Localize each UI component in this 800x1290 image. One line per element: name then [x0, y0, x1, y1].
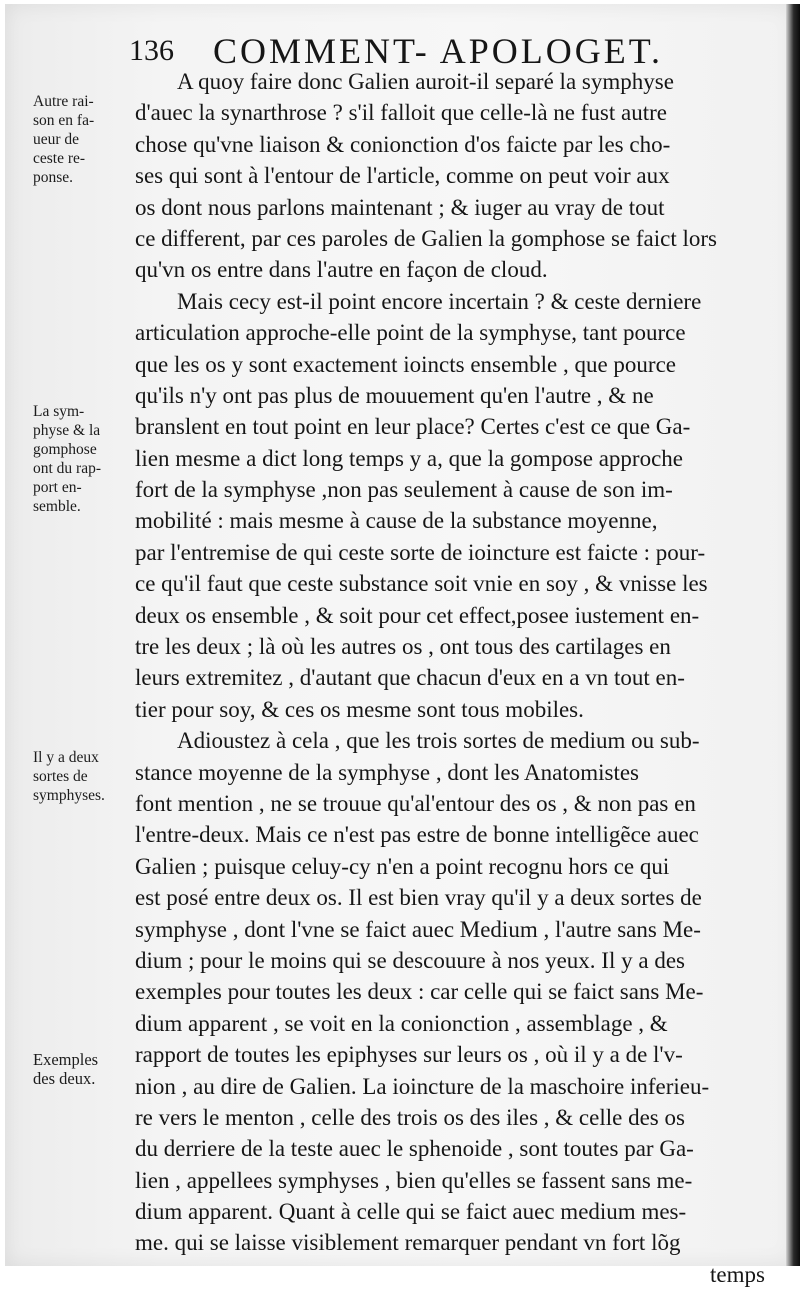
text-line: exemples pour toutes les deux : car celle qui se faict sans Me-	[135, 979, 704, 1005]
text-line: os dont nous parlons maintenant ; & iuger au vray de tout	[135, 194, 665, 220]
catchword: temps	[710, 1261, 765, 1287]
text-line: symphyse , dont l'vne se faict auec Medium , l'autre sans Me-	[135, 916, 701, 942]
text-line: mobilité : mais mesme à cause de la substance moyenne,	[135, 508, 658, 534]
text-line: est posé entre deux os. Il est bien vray qu'il y a deux sortes de	[135, 885, 702, 911]
margin-note-line: La sym-	[33, 403, 85, 420]
margin-note-line: symphyses.	[33, 787, 105, 804]
text-line: re vers le menton , celle des trois os des iles , & celle des os	[135, 1104, 685, 1130]
text-line: lien , appellees symphyses , bien qu'elles se fassent sans me-	[135, 1167, 693, 1193]
margin-note-line: Il y a deux	[33, 749, 99, 766]
text-line: font mention , ne se trouue qu'al'entour des os , & non pas en	[135, 790, 696, 816]
margin-note-line: ponse.	[33, 169, 74, 186]
margin-note-line: gomphose	[33, 441, 97, 458]
text-line: deux os ensemble , & soit pour cet effect,posee iustement en-	[135, 602, 700, 628]
text-line: tier pour soy, & ces os mesme sont tous mobiles.	[135, 696, 584, 722]
text-line: d'auec la synarthrose ? s'il falloit que celle-là ne fust autre	[135, 100, 667, 126]
margin-note-symphyse-gomphose	[33, 402, 101, 516]
text-line: qu'ils n'y ont pas plus de mouuement qu'en l'autre , & ne	[135, 382, 654, 408]
text-line: branslent en tout point en leur place? Certes c'est ce que Ga-	[135, 414, 691, 440]
running-title: COMMENT- APOLOGET.	[213, 31, 664, 71]
margin-note-exemples	[33, 1050, 98, 1088]
text-line: lien mesme a dict long temps y a, que la gompose approche	[135, 445, 684, 471]
margin-note-autre-raison	[33, 92, 94, 187]
page-gutter-shadow	[786, 4, 800, 1266]
text-line: rapport de toutes les epiphyses sur leurs os , où il y a de l'v-	[135, 1042, 683, 1068]
page-number: 136	[129, 34, 174, 67]
text-line: nion , au dire de Galien. La ioincture de la maschoire inferieu-	[135, 1073, 710, 1099]
text-line: que les os y sont exactement ioincts ensemble , que pource	[135, 351, 676, 377]
text-line: l'entre-deux. Mais ce n'est pas estre de bonne intelligẽce auec	[135, 822, 699, 848]
text-line: ses qui sont à l'entour de l'article, comme on peut voir aux	[135, 163, 670, 189]
text-line: stance moyenne de la symphyse , dont les Anatomistes	[135, 759, 639, 785]
text-line: tre les deux ; là où les autres os , ont tous des cartilages en	[135, 634, 671, 660]
text-line: dium apparent , se voit en la conionction , assemblage , &	[135, 1010, 668, 1036]
text-line: chose qu'vne liaison & conionction d'os faicte par les cho-	[135, 131, 671, 157]
text-line: A quoy faire donc Galien auroit-il separé la symphyse	[177, 69, 674, 94]
text-line: Adioustez à cela , que les trois sortes de medium ou sub-	[177, 728, 700, 754]
margin-note-line: des deux.	[33, 1069, 96, 1088]
text-line: dium apparent. Quant à celle qui se faict auec medium mes-	[135, 1199, 687, 1225]
text-line: Mais cecy est-il point encore incertain ? & ceste derniere	[177, 288, 702, 314]
margin-note-line: son en fa-	[33, 112, 95, 129]
margin-note-line: Exemples	[33, 1050, 99, 1069]
text-line: du derriere de la teste auec le sphenoide , sont toutes par Ga-	[135, 1136, 694, 1162]
text-line: ce qu'il faut que ceste substance soit vnie en soy , & vnisse les	[135, 571, 708, 597]
margin-note-line: ceste re-	[33, 150, 86, 167]
text-line: fort de la symphyse ,non pas seulement à cause de son im-	[135, 477, 673, 503]
text-line: leurs extremitez , d'autant que chacun d'eux en a vn tout en-	[135, 665, 685, 691]
text-line: par l'entremise de qui ceste sorte de ioincture est faicte : pour-	[135, 539, 706, 565]
text-line: ce different, par ces paroles de Galien la gomphose se faict lors	[135, 225, 718, 251]
main-text-block	[135, 66, 765, 1290]
text-line: qu'vn os entre dans l'autre en façon de cloud.	[135, 257, 548, 283]
margin-note-line: ueur de	[33, 131, 80, 148]
margin-note-line: port en-	[33, 479, 82, 496]
text-line: me. qui se laisse visiblement remarquer pendant vn fort lõg	[135, 1230, 681, 1256]
margin-note-line: ont du rap-	[33, 460, 102, 477]
text-line: Galien ; puisque celuy-cy n'en a point recognu hors ce qui	[135, 853, 670, 879]
text-line: dium ; pour le moins qui se descouure à nos yeux. Il y a des	[135, 947, 685, 973]
margin-note-line: Autre rai-	[33, 93, 94, 110]
margin-note-line: physe & la	[33, 422, 101, 439]
margin-note-line: semble.	[33, 498, 81, 515]
text-line: articulation approche-elle point de la symphyse, tant pource	[135, 320, 686, 346]
margin-note-line: sortes de	[33, 768, 88, 785]
margin-note-deux-sortes	[33, 748, 105, 805]
book-page	[5, 4, 795, 1287]
